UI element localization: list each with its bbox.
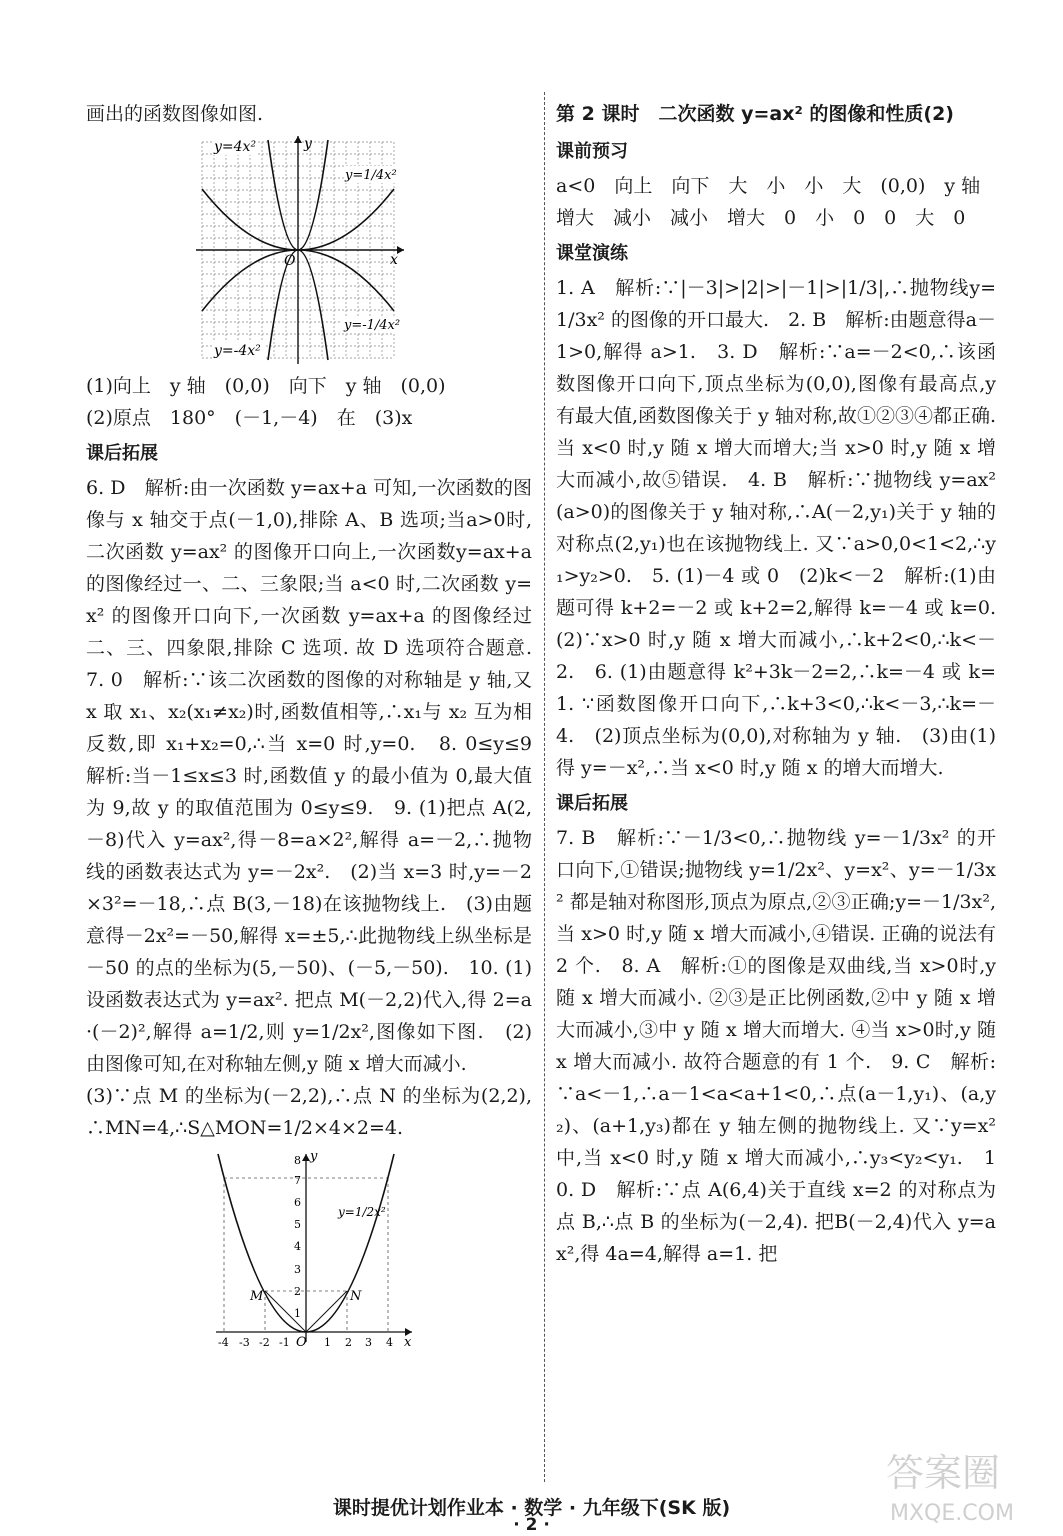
footer-book-title: 课时提优计划作业本 · 数学 · 九年级下(SK 版) — [332, 1497, 731, 1519]
answer-line-2: (2)原点 180° (－1,－4) 在 (3)x — [86, 407, 413, 429]
fig2-y-tick: 1 — [294, 1307, 301, 1320]
label-y-neg-quarter-x2: y=-1/4x² — [344, 318, 401, 333]
fig2-y-tick: 5 — [294, 1218, 301, 1231]
fig2-x-tick: -2 — [259, 1336, 270, 1349]
lesson-title: 第 2 课时 二次函数 y=ax² 的图像和性质(2) — [556, 103, 954, 125]
watermark-logo — [880, 1440, 1030, 1530]
pre-class-line-1: a<0 向上 向下 大 小 小 大 (0,0) y 轴 — [556, 175, 981, 197]
section-pre-class: 课前预习 — [556, 141, 628, 162]
label-y-neg-4x2: y=-4x² — [214, 343, 261, 359]
fig2-y-tick: 3 — [294, 1263, 301, 1276]
x-axis-arrow — [397, 246, 404, 254]
label-x-axis: x — [390, 252, 398, 268]
left-solutions-paragraph-2: (3)∵点 M 的坐标为(－2,2),∴点 N 的坐标为(2,2),∴MN=4,∴S△MON=1/2×4×2=4. — [86, 1085, 532, 1139]
watermark-text: 答案圈 — [886, 1451, 1001, 1495]
fig2-point-m: M — [250, 1289, 264, 1304]
label-y-4x2: y=4x² — [214, 139, 257, 155]
fig2-x-tick: 3 — [365, 1336, 372, 1349]
fig2-x-tick: 4 — [386, 1336, 393, 1349]
left-solutions-paragraph: 6. D 解析:由一次函数 y=ax+a 可知,一次函数的图像与 x 轴交于点(－1,0),排除 A、B 选项;当a>0时,二次函数 y=ax² 的图像开口向上,一次函数y=ax+a 的图像经过一、二、三象限;当 a<0 时,二次函数 y=x² 的图像开口向下,一次函数 y=ax+a 的图像经过二、三、四象限,排除 C 选项. 故 D 选项符合题意. 7. 0 解析:∵该二次函数的图像的对称轴是 y 轴,又 x 取 x₁、x₂(x₁≠x₂)时,函数值相等,∴x₁与 x₂ 互为相反数,即 x₁+x₂=0,∴当 x=0 时,y=0. 8. 0≤y≤9 解析:当－1≤x≤3 时,函数值 y 的最小值为 0,最大值为 9,故 y 的取值范围为 0≤y≤9. 9. (1)把点 A(2,－8)代入 y=ax²,得－8=a×2²,解得 a=－2,∴抛物线的函数表达式为 y=－2x². (2)当 x=3 时,y=－2×3²=－18,∴点 B(3,－18)在该抛物线上. (3)由题意得－2x²=－50,解得 x=±5,∴此抛物线上纵坐标是－50 的点的坐标为(5,－50)、(－5,－50). 10. (1)设函数表达式为 y=ax². 把点 M(－2,2)代入,得 2=a·(－2)²,解得 a=1/2,则 y=1/2x²,图像如下图. (2)由图像可知,在对称轴左侧,y 随 x 增大而减小. — [86, 477, 552, 1075]
section-after-class-left: 课后拓展 — [86, 443, 158, 464]
fig2-x-label: x — [404, 1335, 412, 1350]
section-in-class: 课堂演练 — [556, 243, 628, 264]
fig2-x-tick: 2 — [345, 1336, 352, 1349]
parabola-figure-1 — [194, 134, 408, 366]
fig2-point-n: N — [350, 1289, 362, 1304]
fig2-y-tick: 6 — [294, 1196, 301, 1209]
fig2-y-label: y — [310, 1150, 318, 1164]
left-column — [86, 98, 552, 1350]
label-y-quarter-x2: y=1/4x² — [345, 168, 397, 183]
fig2-y-ticks — [294, 1154, 301, 1320]
fig2-y-tick: 7 — [294, 1174, 301, 1187]
fig2-x-tick: -4 — [218, 1336, 229, 1349]
fig2-y-tick: 4 — [294, 1240, 301, 1253]
answer-line-1: (1)向上 y 轴 (0,0) 向下 y 轴 (0,0) — [86, 375, 446, 397]
right-column — [556, 98, 1016, 1270]
fig2-x-tick: -3 — [239, 1336, 250, 1349]
fig2-origin-label: O — [296, 1335, 307, 1350]
after-class-solutions: 7. B 解析:∵－1/3<0,∴抛物线 y=－1/3x² 的开口向下,①错误;抛物线 y=1/2x²、y=x²、y=－1/3x² 都是轴对称图形,顶点为原点,②③正确;y=－1/3x²,当 x>0 时,y 随 x 增大而减小,④错误. 正确的说法有 2 个. 8. A 解析:①的图像是双曲线,当 x>0时,y 随 x 增大而减小. ②③是正比例函数,②中 y 随 x 增大而减小,③中 y 随 x 增大而增大. ④当 x>0时,y 随 x 增大而减小. 故符合题意的有 1 个. 9. C 解析:∵a<－1,∴a－1<a<a+1<0,∴点(a－1,y₁)、(a,y₂)、(a+1,y₃)都在 y 轴左侧的抛物线上. 又∵y=x² 中,当 x<0 时,y 随 x 增大而减小,∴y₃<y₂<y₁. 10. D 解析:∵点 A(6,4)关于直线 x=2 的对称点为点 B,∴点 B 的坐标为(－2,4). 把B(－2,4)代入 y=ax²,得 4a=4,解得 a=1. 把 — [556, 827, 996, 1265]
intro-text: 画出的函数图像如图. — [86, 103, 264, 125]
fig2-x-tick: 1 — [324, 1336, 331, 1349]
pre-class-line-2: 增大 减小 减小 增大 0 小 0 0 大 0 — [556, 207, 966, 229]
fig2-curve-label: y=1/2x² — [338, 1205, 386, 1219]
segment-on — [306, 1291, 347, 1332]
watermark-url: MXQE.COM — [890, 1501, 1014, 1526]
column-divider — [544, 92, 545, 1482]
fig2-y-tick: 2 — [294, 1285, 301, 1298]
label-origin: O — [284, 253, 296, 269]
fig2-x-tick: -1 — [279, 1336, 290, 1349]
in-class-solutions: 1. A 解析:∵|－3|>|2|>|－1|>|1/3|,∴抛物线y=1/3x² 的图像的开口最大. 2. B 解析:由题意得a－1>0,解得 a>1. 3. D 解析:∵a=－2<0,∴该函数图像开口向下,顶点坐标为(0,0),图像有最高点,y 有最大值,函数图像关于 y 轴对称,故①②③④都正确. 当 x<0 时,y 随 x 增大而增大;当 x>0 时,y 随 x 增大而减小,故⑤错误. 4. B 解析:∵抛物线 y=ax²(a>0)的图像关于 y 轴对称,∴A(－2,y₁)关于 y 轴的对称点(2,y₁)也在该抛物线上. 又∵a>0,0<1<2,∴y₁>y₂>0. 5. (1)－4 或 0 (2)k<－2 解析:(1)由题可得 k+2=－2 或 k+2=2,解得 k=－4 或 k=0. (2)∵x>0 时,y 随 x 增大而减小,∴k+2<0,∴k<－2. 6. (1)由题意得 k²+3k－2=2,∴k=－4 或 k=1. ∵函数图像开口向下,∴k+3<0,∴k<－3,∴k=－4. (2)顶点坐标为(0,0),对称轴为 y 轴. (3)由(1)得 y=－x²,∴当 x<0 时,y 随 x 的增大而增大. — [556, 277, 1016, 779]
parabola-figure-2 — [216, 1150, 416, 1350]
label-y-axis: y — [304, 136, 312, 152]
y-axis-2-arrow — [302, 1154, 310, 1161]
fig2-y-tick: 8 — [294, 1154, 301, 1167]
page-number: · 2 · — [513, 1515, 550, 1535]
section-after-class-right: 课后拓展 — [556, 793, 628, 814]
y-axis-arrow — [294, 136, 302, 143]
